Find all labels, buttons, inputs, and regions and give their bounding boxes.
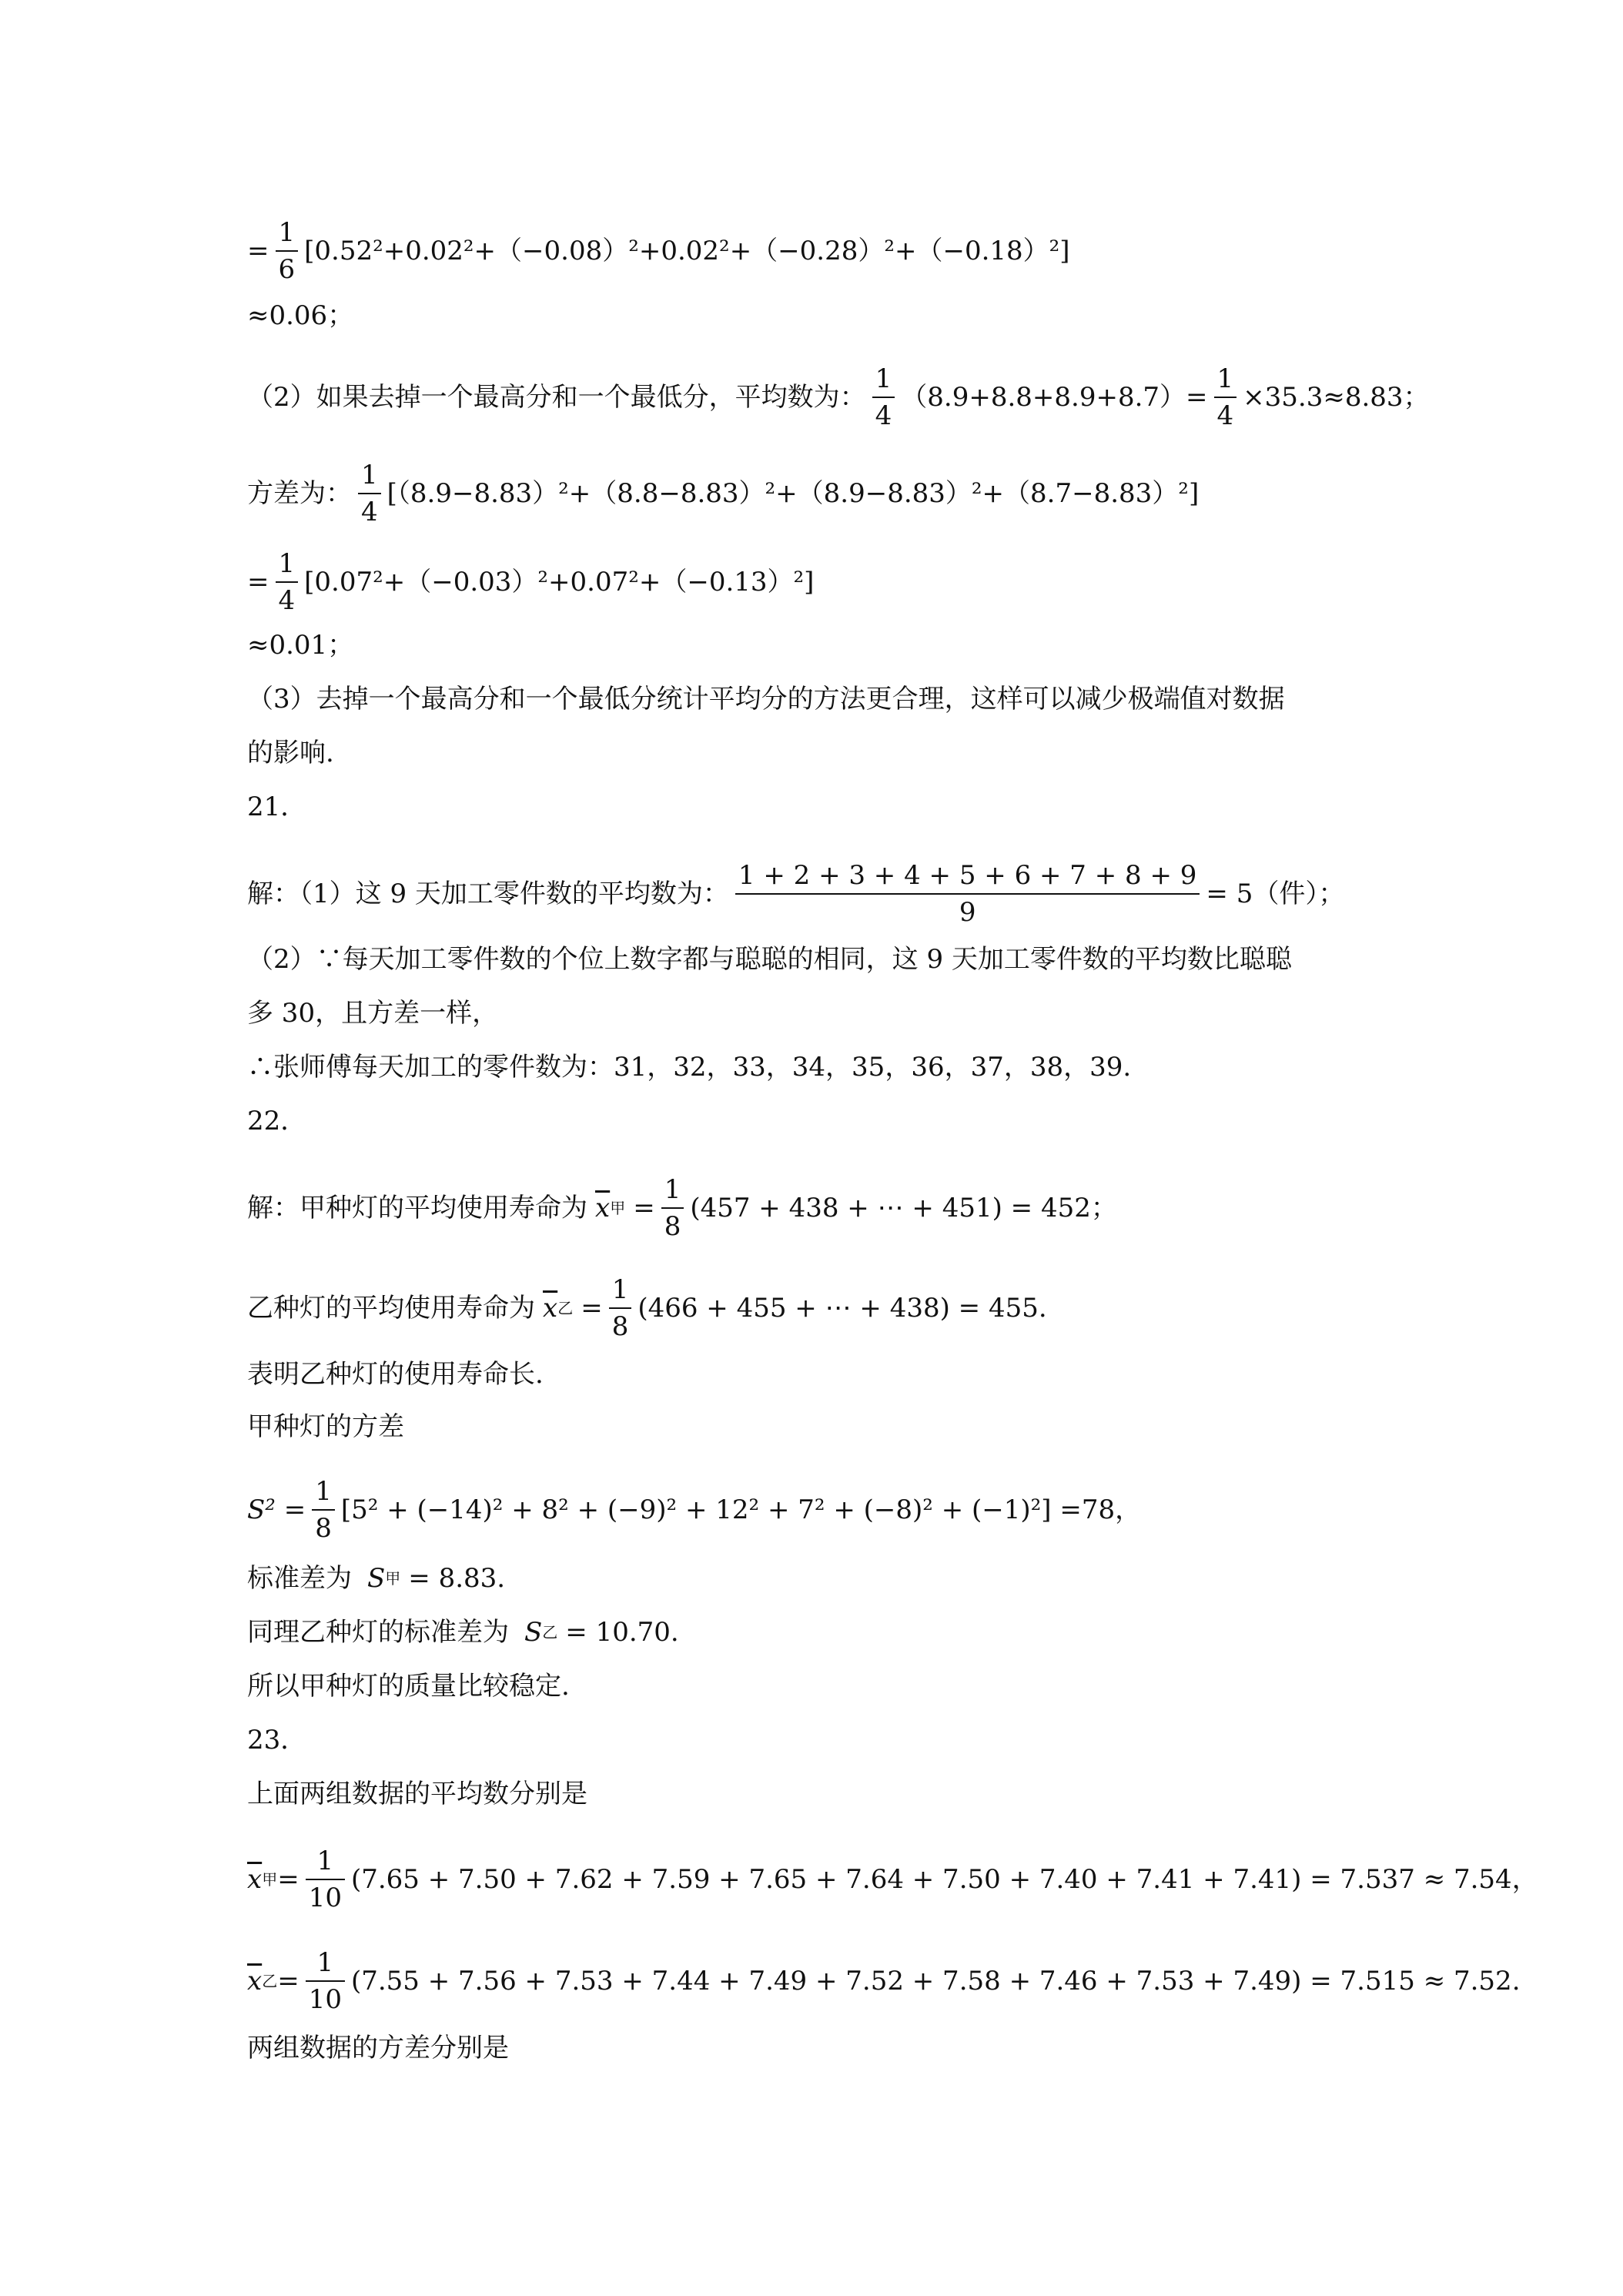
line-conclusion: 所以甲种灯的质量比较稳定. xyxy=(247,1671,570,1702)
expression: [0.07²+（−0.03）²+0.07²+（−0.13）²] xyxy=(304,567,815,597)
line-q22-std-a: 标准差为 S 甲 = 8.83. xyxy=(247,1563,506,1594)
line-variance-1-expansion xyxy=(247,219,1438,283)
question-number: 23． xyxy=(247,1725,307,1755)
fraction: $\frac{1}{4}$ xyxy=(358,462,381,525)
expression: (7.65 + 7.50 + 7.62 + 7.59 + 7.65 + 7.64 + 7.50 + 7.40 + 7.41 + 7.41) = 7.537 ≈ 7.54， xyxy=(350,1864,1538,1895)
equals-sign: = xyxy=(247,236,269,266)
question-number: 21． xyxy=(247,792,307,822)
line-q21-part-2-cont: 多 30，且方差一样， xyxy=(247,998,499,1029)
mean-symbol: $\overline{x}$ xyxy=(595,1193,611,1223)
line-q21-part-1 xyxy=(247,860,1438,928)
line-part-2-variance xyxy=(247,462,1438,525)
fraction: $\frac{1}{8}$ xyxy=(661,1176,684,1240)
line-text: 表明乙种灯的使用寿命长. xyxy=(247,1359,544,1390)
line-text: 上面两组数据的平均数分别是 xyxy=(247,1779,587,1809)
text: 乙种灯的平均使用寿命为 xyxy=(247,1293,535,1324)
expression: [（8.9−8.83）²+（8.8−8.83）²+（8.9−8.83）²+（8.7−8.83）²] xyxy=(387,478,1200,509)
fraction: $\frac{1}{4}$ xyxy=(872,366,895,429)
text: 解：甲种灯的平均使用寿命为 xyxy=(247,1193,587,1223)
line-part-3: （3）去掉一个最高分和一个最低分统计平均分的方法更合理，这样可以减少极端值对数据 xyxy=(247,684,1285,715)
line-q22-mean-a: 解：甲种灯的平均使用寿命为 $\overline{x}$ 甲 = $\frac{1}{8}$ (457 + 438 + ⋯ + 451) = 452； xyxy=(247,1174,1117,1242)
line-text: 两组数据的方差分别是 xyxy=(247,2033,509,2063)
expression: (457 + 438 + ⋯ + 451) = 452； xyxy=(690,1193,1117,1223)
mean-symbol: $\overline{x}$ xyxy=(247,1966,263,1996)
line-q22-mean-b: 乙种灯的平均使用寿命为 $\overline{x}$ 乙 = $\frac{1}{8}$ (466 + 455 + ⋯ + 438) = 455. xyxy=(247,1274,1047,1342)
fraction: $\frac{1}{4}$ xyxy=(276,551,299,614)
fraction: $\frac{1 + 2 + 3 + 4 + 5 + 6 + 7 + 8 + 9}{9}$ xyxy=(735,862,1200,925)
line-result: ≈0.01； xyxy=(247,630,354,661)
expression: （8.9+8.8+8.9+8.7）= xyxy=(901,382,1208,413)
line-result: ≈0.06； xyxy=(247,300,354,331)
text: 同理乙种灯的标准差为 xyxy=(247,1617,509,1648)
line-q21-part-2: （2）∵每天加工零件数的个位上数字都与聪聪的相同，这 9 天加工零件数的平均数比聪聪 xyxy=(247,944,1292,975)
mean-symbol: $\overline{x}$ xyxy=(247,1864,263,1895)
line-q23-mean-b: $\overline{x}$ 乙 = $\frac{1}{10}$ (7.55 + 7.56 + 7.53 + 7.44 + 7.49 + 7.52 + 7.58 + 7.46 + 7.53 + 7.49) = 7.515 ≈ 7.52. xyxy=(247,1947,1521,2015)
fraction: $\frac{1}{8}$ xyxy=(609,1277,632,1340)
question-number: 22． xyxy=(247,1106,307,1136)
expression: [5² + (−14)² + 8² + (−9)² + 12² + 7² + (−8)² + (−1)²] =78， xyxy=(340,1494,1142,1525)
line-part-3-cont: 的影响. xyxy=(247,738,334,768)
text: （2）如果去掉一个最高分和一个最低分，平均数为： xyxy=(247,382,866,413)
expression: = 5（件）； xyxy=(1206,879,1345,909)
line-text: 甲种灯的方差 xyxy=(247,1411,404,1442)
expression: [0.52²+0.02²+（−0.08）²+0.02²+（−0.28）²+（−0.18）²] xyxy=(304,236,1070,266)
fraction: $\frac{1}{10}$ xyxy=(306,1950,345,2013)
expression: (7.55 + 7.56 + 7.53 + 7.44 + 7.49 + 7.52 + 7.58 + 7.46 + 7.53 + 7.49) = 7.515 ≈ 7.52. xyxy=(350,1966,1521,1996)
line-part-2-mean xyxy=(247,363,1438,431)
line-q21-conclusion: ∴张师傅每天加工的零件数为：31，32，33，34，35，36，37，38，39. xyxy=(247,1052,1132,1083)
line-q22-std-b: 同理乙种灯的标准差为 S 乙 = 10.70. xyxy=(247,1617,679,1648)
variance-symbol: S² = xyxy=(247,1494,306,1525)
line-q23-mean-a: $\overline{x}$ 甲 = $\frac{1}{10}$ (7.65 + 7.50 + 7.62 + 7.59 + 7.65 + 7.64 + 7.50 + 7.40 + 7.41 + 7.41) = 7.537 ≈ 7.54， xyxy=(247,1846,1538,1913)
fraction: $\frac{1}{10}$ xyxy=(306,1848,345,1911)
expression: ×35.3≈8.83； xyxy=(1243,382,1430,413)
text: 解：（1）这 9 天加工零件数的平均数为： xyxy=(247,879,729,909)
fraction: $\frac{1}{6}$ xyxy=(276,219,299,283)
text: 方差为： xyxy=(247,478,352,509)
line-part-2-variance-expansion xyxy=(247,548,1438,616)
line-q22-variance xyxy=(247,1476,1438,1544)
expression: (466 + 455 + ⋯ + 438) = 455. xyxy=(637,1293,1047,1324)
fraction: $\frac{1}{4}$ xyxy=(1214,366,1237,429)
text: 标准差为 xyxy=(247,1563,352,1594)
fraction: $\frac{1}{8}$ xyxy=(312,1478,335,1541)
equals-sign: = xyxy=(247,567,269,597)
mean-symbol: $\overline{x}$ xyxy=(543,1293,558,1324)
